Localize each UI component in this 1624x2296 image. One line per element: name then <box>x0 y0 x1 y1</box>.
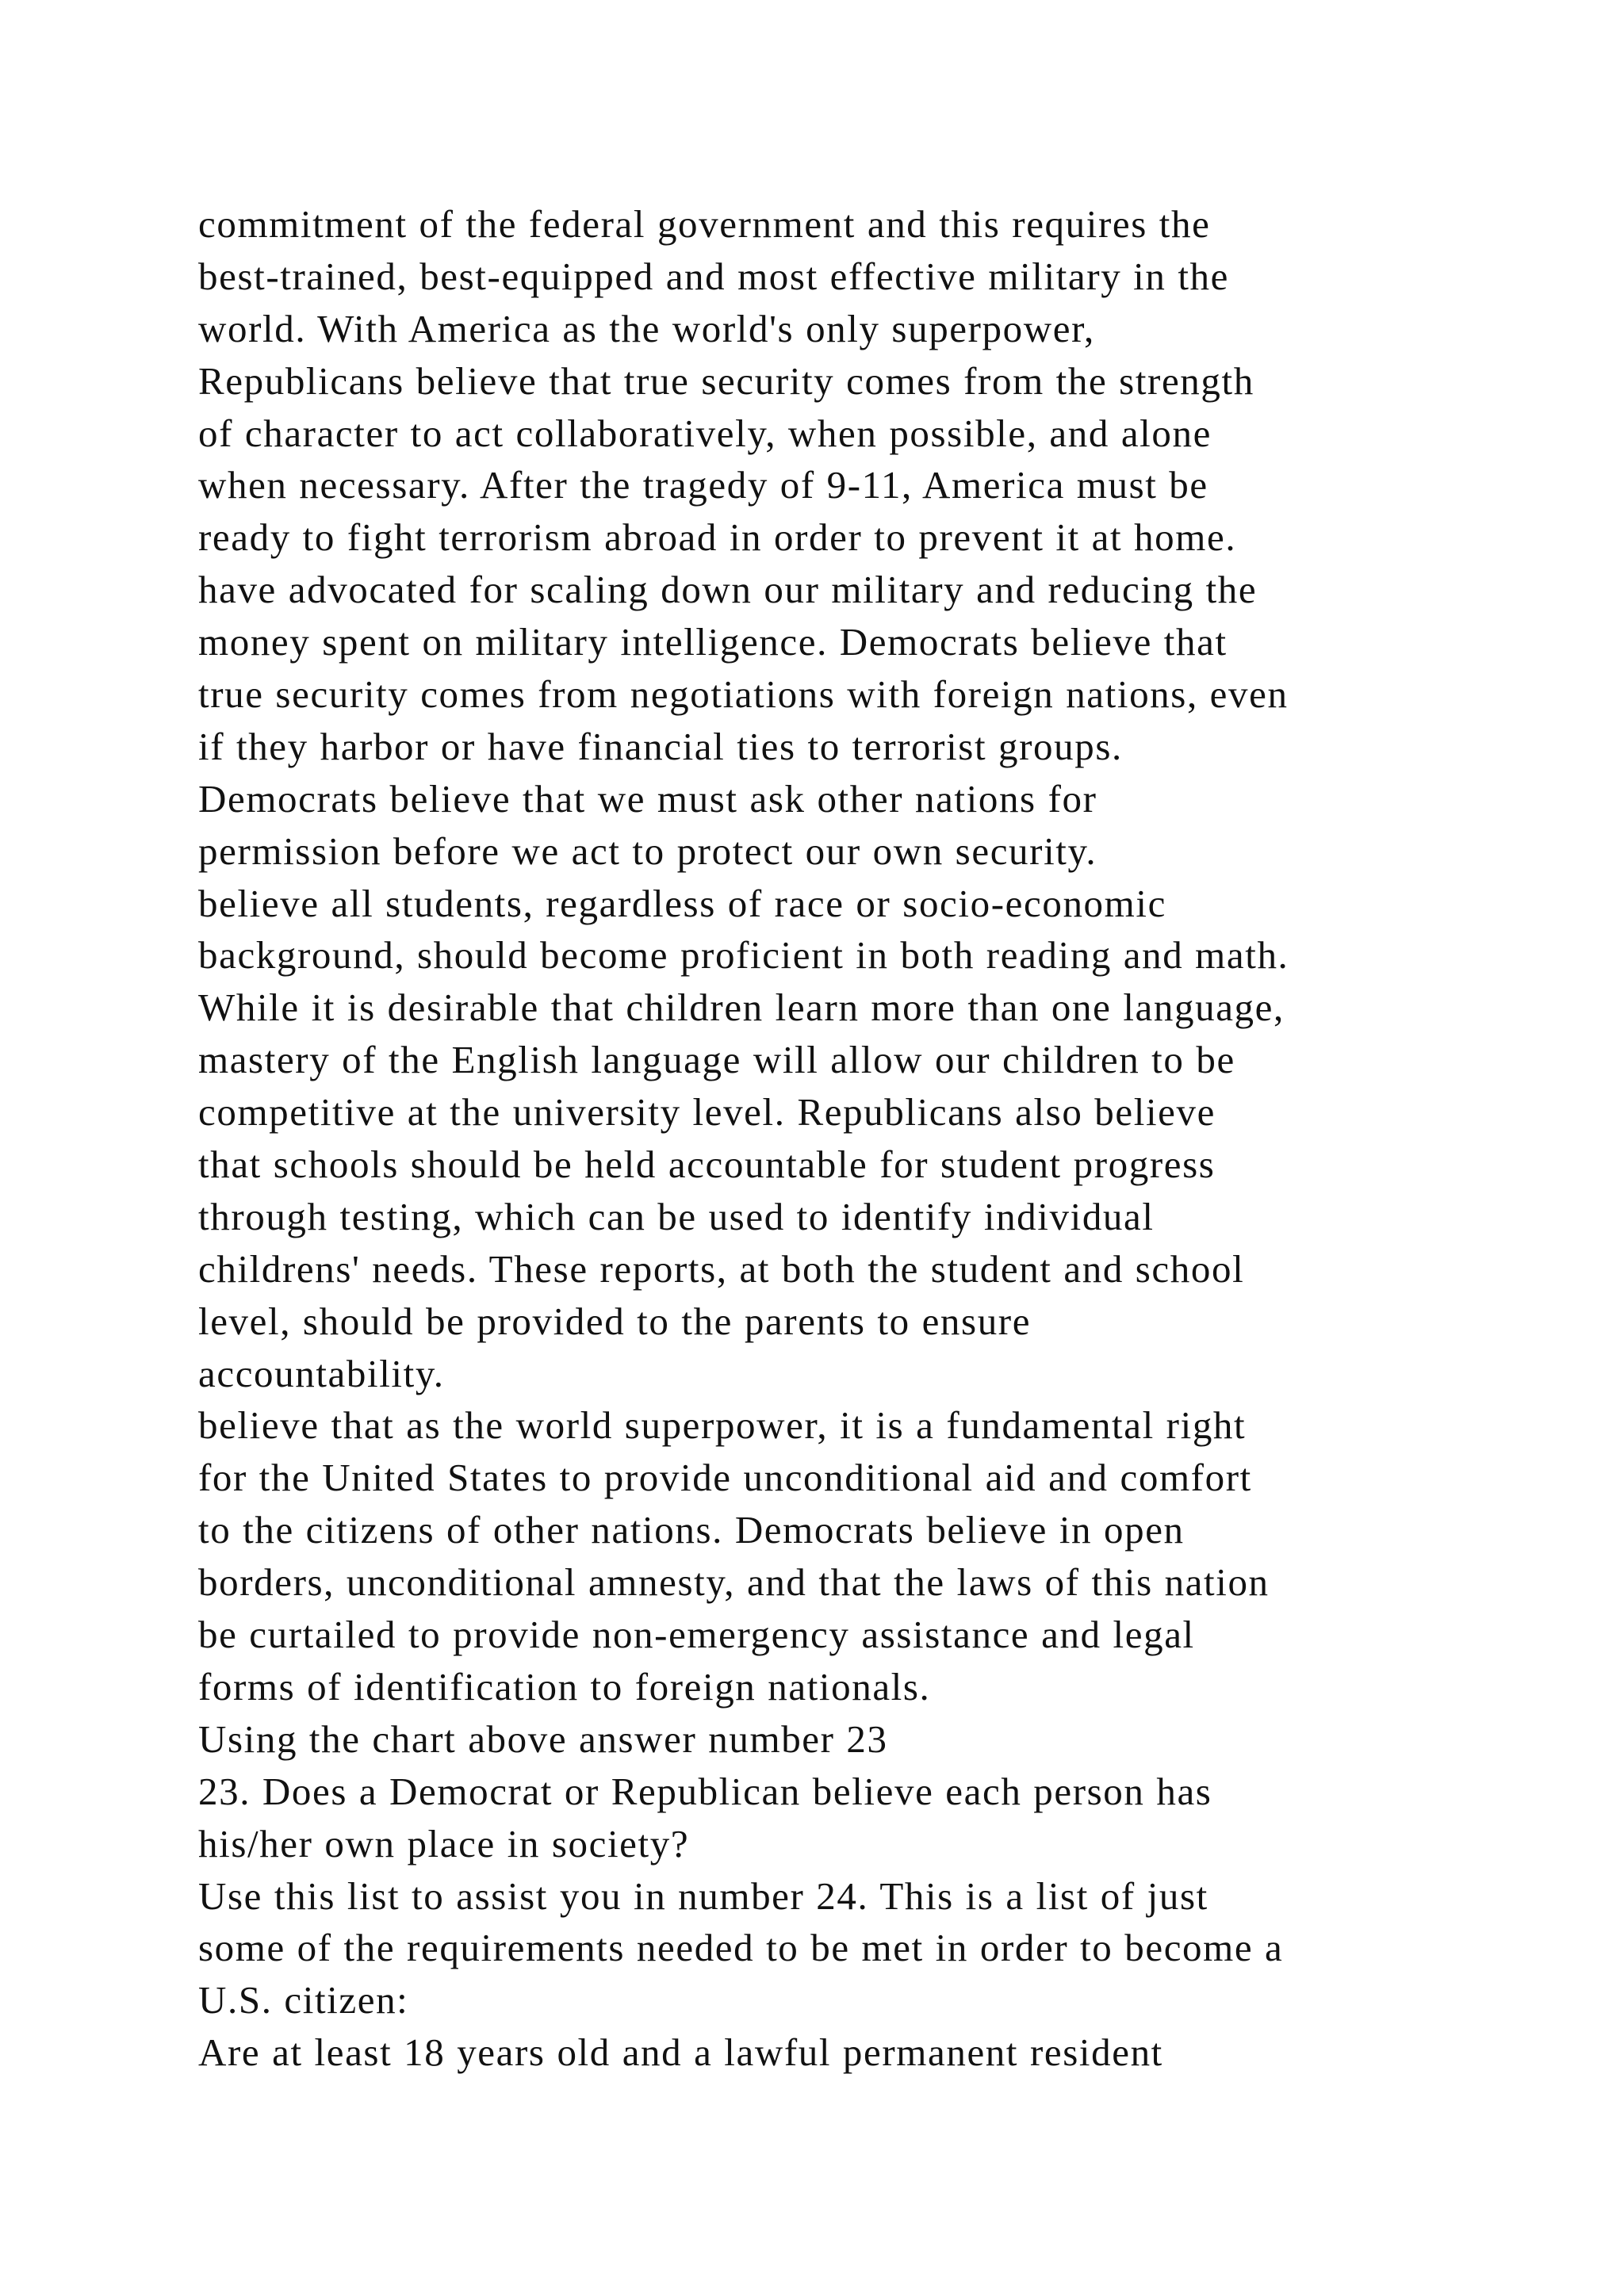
text-line: world. With America as the world's only superpower, <box>198 306 1095 350</box>
text-line: that schools should be held accountable for student progress <box>198 1142 1216 1187</box>
text-line: ready to fight terrorism abroad in order to prevent it at home. <box>198 515 1237 560</box>
text-line: when necessary. After the tragedy of 9-11, America must be <box>198 463 1208 507</box>
text-line: Democrats believe that we must ask other nations for <box>198 776 1097 821</box>
text-line: competitive at the university level. Republicans also believe <box>198 1090 1216 1135</box>
text-line: commitment of the federal government and this requires the <box>198 202 1211 246</box>
question-text: 23. Does a Democrat or Republican believe each person has <box>198 1769 1212 1813</box>
text-line: childrens' needs. These reports, at both the student and school <box>198 1246 1245 1291</box>
text-line: accountability. <box>198 1351 445 1395</box>
text-line: through testing, which can be used to identify individual <box>198 1194 1155 1238</box>
text-line: Are at least 18 years old and a lawful permanent resident <box>198 2030 1163 2075</box>
text-line: to the citizens of other nations. Democrats believe in open <box>198 1508 1185 1552</box>
text-line: some of the requirements needed to be met in order to become a <box>198 1926 1284 1970</box>
text-line: mastery of the English language will allow our children to be <box>198 1038 1235 1082</box>
text-line: be curtailed to provide non-emergency assistance and legal <box>198 1613 1195 1657</box>
question-text: his/her own place in society? <box>198 1821 690 1866</box>
text-line: borders, unconditional amnesty, and that the laws of this nation <box>198 1560 1270 1605</box>
text-line: have advocated for scaling down our military and reducing the <box>198 568 1258 612</box>
text-line: believe all students, regardless of race or socio-economic <box>198 881 1166 925</box>
text-line: forms of identification to foreign nationals. <box>198 1664 931 1709</box>
text-line: background, should become proficient in both reading and math. <box>198 933 1289 978</box>
text-line: Use this list to assist you in number 24. This is a list of just <box>198 1873 1208 1918</box>
text-line: U.S. citizen: <box>198 1978 409 2022</box>
text-line: money spent on military intelligence. Democrats believe that <box>198 620 1228 664</box>
text-line: permission before we act to protect our own security. <box>198 828 1097 873</box>
text-line: believe that as the world superpower, it is a fundamental right <box>198 1403 1247 1448</box>
text-line: of character to act collaboratively, when possible, and alone <box>198 411 1212 455</box>
text-line: if they harbor or have financial ties to terrorist groups. <box>198 724 1123 768</box>
text-line: best-trained, best-equipped and most effective military in the <box>198 254 1229 298</box>
document-body <box>198 198 1562 2079</box>
text-line: Republicans believe that true security comes from the strength <box>198 358 1254 403</box>
text-line: true security comes from negotiations with foreign nations, even <box>198 672 1289 717</box>
text-line: While it is desirable that children learn more than one language, <box>198 985 1285 1030</box>
text-line: level, should be provided to the parents to ensure <box>198 1299 1032 1343</box>
text-line: for the United States to provide unconditional aid and comfort <box>198 1456 1252 1500</box>
text-line: Using the chart above answer number 23 <box>198 1716 888 1761</box>
